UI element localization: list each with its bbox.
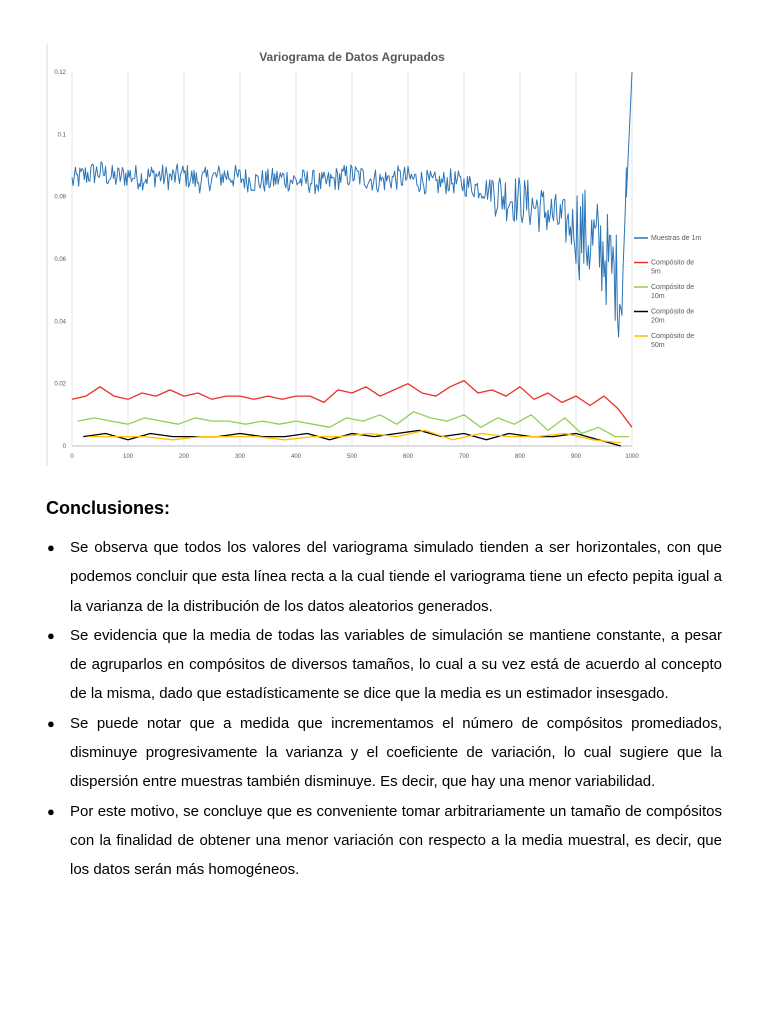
variogram-chart [46, 44, 702, 466]
y-tick-label: 0.12 [54, 70, 66, 76]
conclusion-text: Se puede notar que a medida que incrementamos el número de compósitos promediados, disminuye progresivamente la varianza y el coeficiente de variación, lo cual sugiere que la dispersión entre muestras también disminuye. Es decir, que hay una menor variabilidad. [70, 714, 722, 791]
x-tick-label: 600 [402, 454, 414, 460]
y-tick-label: 0.1 [57, 132, 66, 139]
y-tick-label: 0.08 [54, 194, 66, 201]
y-tick-label: 0.02 [54, 381, 66, 388]
x-tick-label: 900 [570, 454, 582, 460]
bullet-icon: ● [47, 627, 55, 643]
legend-label: Compósito de 20m [651, 308, 695, 325]
conclusions-section [46, 498, 722, 885]
legend-label: Compósito de 10m [651, 284, 695, 300]
y-tick-label: 0.04 [54, 319, 66, 326]
conclusion-item [46, 533, 722, 621]
x-tick-label: 200 [178, 454, 190, 460]
x-tick-label: 300 [234, 454, 246, 460]
series-line [78, 412, 630, 437]
conclusion-item [46, 797, 722, 885]
conclusion-text: Se observa que todos los valores del variograma simulado tienden a ser horizontales, con que podemos concluir que esta línea recta a la cual tiende el variograma tiene un efecto pepita igual a la varianza de la distribución de los datos aleatorios generados. [70, 539, 722, 615]
bullet-icon: ● [47, 803, 55, 819]
chart-title: Variograma de Datos Agrupados [259, 50, 445, 64]
chart-svg [46, 44, 702, 466]
bullet-icon: ● [47, 715, 55, 731]
x-tick-label: 500 [346, 454, 358, 460]
conclusions-list [46, 533, 722, 885]
conclusion-item [46, 709, 722, 797]
x-tick-label: 700 [458, 454, 470, 460]
legend-label: Compósito de 5m [651, 259, 695, 276]
conclusion-item [46, 621, 722, 709]
x-tick-label: 400 [290, 454, 302, 460]
bullet-icon: ● [47, 540, 55, 555]
x-tick-label: 1000 [625, 454, 639, 460]
x-tick-label: 800 [514, 454, 526, 460]
conclusion-text: Por este motivo, se concluye que es conveniente tomar arbitrariamente un tamaño de compósitos con la finalidad de obtener una menor variación con respecto a la media muestral, es decir, que los datos serán más homogéneos. [70, 802, 722, 879]
legend-label: Muestras de 1m [651, 235, 702, 242]
x-tick-label: 0 [70, 454, 74, 460]
legend-label: Compósito de 50m [651, 333, 695, 349]
conclusion-text: Se evidencia que la media de todas las variables de simulación se mantiene constante, a pesar de agruparlos en compósitos de diversos tamaños, lo cual a su vez está de acuerdo al concepto de la misma, dado que estadísticamente se dice que la media es un estimador insesgado. [70, 626, 722, 703]
y-tick-label: 0 [62, 444, 66, 450]
x-tick-label: 100 [122, 454, 134, 460]
conclusions-heading: Conclusiones: [46, 498, 171, 518]
y-tick-label: 0.06 [54, 257, 66, 263]
